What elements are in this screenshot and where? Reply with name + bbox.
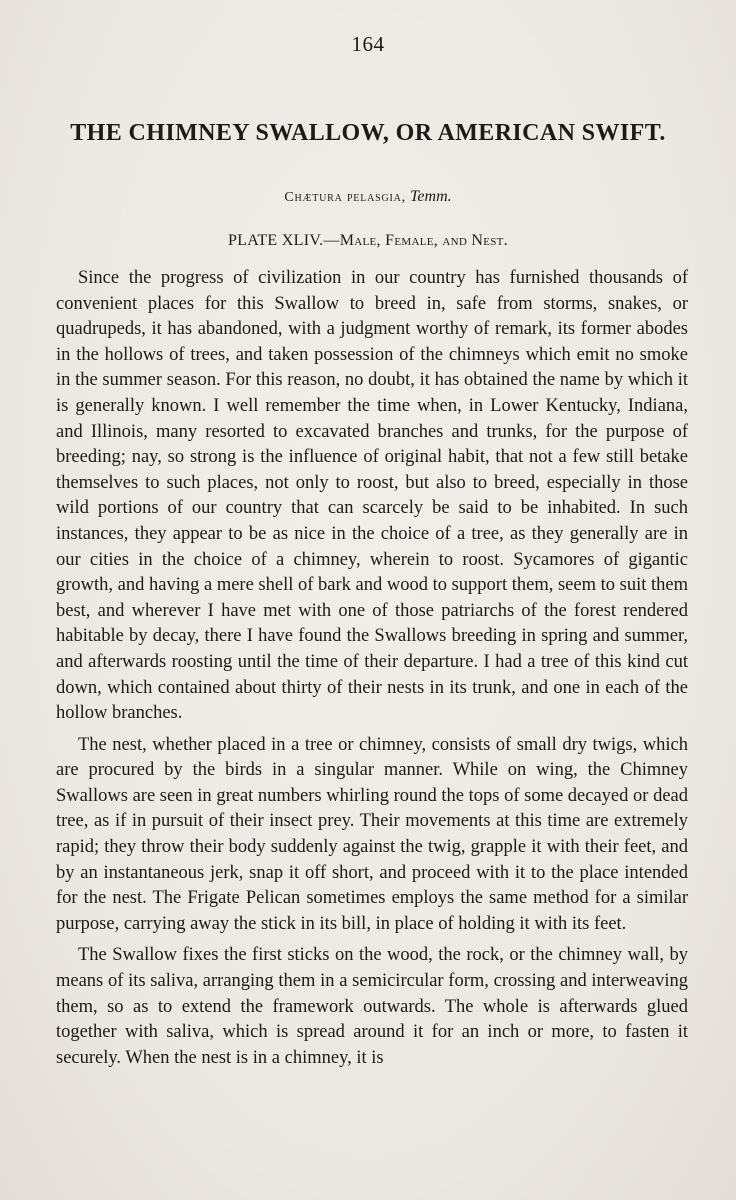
plate-caption — [0, 232, 736, 250]
page-number: 164 — [351, 32, 385, 56]
paragraph: The Swallow fixes the first sticks on the wood, the rock, or the chimney wall, by means of its saliva, arranging them in a semicircular form, crossing and interweaving them, so as to extend the framework outwards. The whole is afterwards glued together with saliva, which is spread around it for an inch or more, to fasten it securely. When the nest is in a chimney, it is — [56, 945, 688, 1068]
chapter-title: THE CHIMNEY SWALLOW, OR AMERICAN SWIFT. — [70, 120, 666, 146]
paragraph: Since the progress of civilization in our country has furnished thousands of convenient places for this Swallow to breed in, safe from storms, snakes, or quadrupeds, it has abandoned, with a judgment worthy of remark, its former abodes in the hollows of trees, and taken possession of the chimneys which emit no smoke in the summer season. For this reason, no doubt, it has obtained the name by which it is generally known. I well remember the time when, in Lower Kentucky, Indiana, and Illinois, many resorted to excavated branches and trunks, for the purpose of breeding; nay, so strong is the influence of original habit, that not a few still betake themselves to such places, not only to roost, but also to breed, especially in those wild portions of our country that can scarcely be said to be inhabited. In such instances, they appear to be as nice in the choice of a tree, as they generally are in our cities in the choice of a chimney, wherein to roost. Sycamores of gigantic growth, and having a mere shell of bark and wood to support them, seem to suit them best, and wherever I have met with one of those patriarchs of the forest rendered habitable by decay, there I have found the Swallows breeding in spring and summer, and afterwards roosting until the time of their departure. I had a tree of this kind cut down, which contained about thirty of their nests in its trunk, and one in each of the hollow branches. — [56, 268, 688, 724]
paragraph: The nest, whether placed in a tree or chimney, consists of small dry twigs, which are procured by the birds in a singular manner. While on wing, the Chimney Swallows are seen in great numbers whirling round the tops of some decayed or dead tree, as if in pursuit of their insect prey. Their movements at this time are extremely rapid; they throw their body suddenly against the twig, grapple it with their feet, and by an instantaneous jerk, snap it off short, and proceed with it to the place intended for the nest. The Frigate Pelican sometimes employs the same method for a similar purpose, carrying away the stick in its bill, in place of holding it with its feet. — [56, 734, 688, 934]
plate-subjects: Male, Female, and Nest. — [339, 232, 508, 249]
plate-number: PLATE XLIV.— — [228, 232, 340, 249]
body-text — [56, 266, 688, 1077]
scientific-name-authority: Temm. — [409, 188, 452, 205]
scientific-name-binomial: Chætura pelasgia, — [284, 190, 406, 205]
scientific-name — [0, 188, 736, 206]
